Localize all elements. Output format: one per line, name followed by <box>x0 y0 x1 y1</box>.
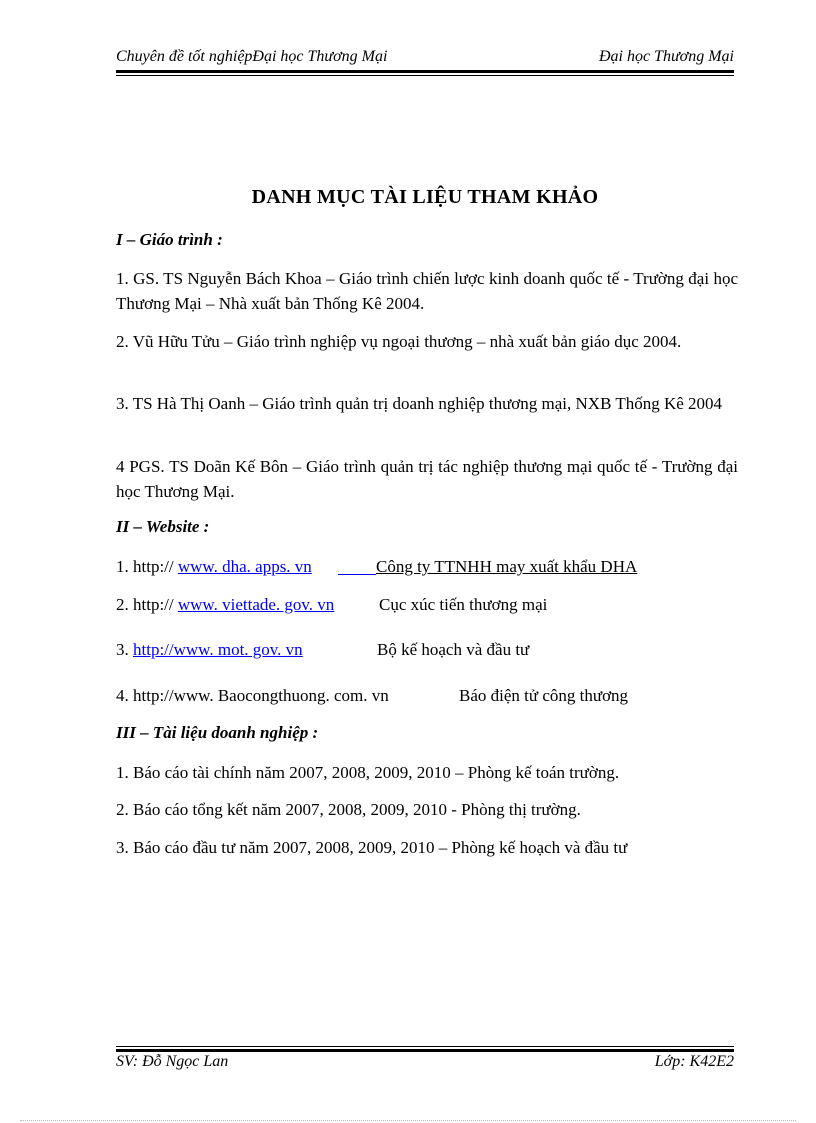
textbook-item-4: 4 PGS. TS Doãn Kế Bôn – Giáo trình quản trị tác nghiệp thương mại quốc tế - Trường đại học Thương Mại. <box>116 457 738 501</box>
section-heading-company-docs: III – Tài liệu doanh nghiệp : <box>116 723 319 742</box>
section-heading-textbooks: I – Giáo trình : <box>116 230 223 249</box>
company-doc-item-3: 3. Báo cáo đầu tư năm 2007, 2008, 2009, 2010 – Phòng kế hoạch và đầu tư <box>116 838 628 857</box>
website-item-1 <box>116 557 312 577</box>
website-item-2 <box>116 595 334 615</box>
website-item-4-prefix: 4. http://www. Baocongthuong. com. vn <box>116 686 389 705</box>
header-rule-thick <box>116 70 734 73</box>
website-item-4 <box>116 686 389 706</box>
website-desc-3: Bộ kế hoạch và đầu tư <box>377 640 530 659</box>
website-link-mot[interactable]: http://www. mot. gov. vn <box>133 640 303 659</box>
page-header <box>116 46 734 68</box>
header-left-text: Chuyên đề tốt nghiệpĐại học Thương Mại <box>116 48 388 65</box>
header-rule-thin <box>116 75 734 76</box>
website-desc-4: Báo điện tử công thương <box>459 686 629 705</box>
footer-student-name: SV: Đỗ Ngọc Lan <box>116 1053 229 1070</box>
website-desc-2: Cục xúc tiến thương mại <box>379 595 548 614</box>
textbook-item-2: 2. Vũ Hữu Tửu – Giáo trình nghiệp vụ ngoại thương – nhà xuất bản giáo dục 2004. <box>116 332 682 351</box>
page-footer <box>116 1053 734 1075</box>
website-item-2-prefix: 2. http:// <box>116 595 178 614</box>
website-link-dha[interactable]: www. dha. apps. vn <box>177 557 312 576</box>
textbook-item-1: 1. GS. TS Nguyễn Bách Khoa – Giáo trình chiến lược kinh doanh quốc tế - Trường đại học Thương Mại – Nhà xuất bản Thống Kê 2004. <box>116 269 738 313</box>
website-item-1-prefix: 1. http:// <box>116 557 178 576</box>
company-doc-item-2: 2. Báo cáo tổng kết năm 2007, 2008, 2009, 2010 - Phòng thị trường. <box>116 800 581 819</box>
footer-class: Lớp: K42E2 <box>654 1053 734 1070</box>
website-link-viettade[interactable]: www. viettade. gov. vn <box>177 595 335 614</box>
textbook-item-3: 3. TS Hà Thị Oanh – Giáo trình quản trị doanh nghiệp thương mại, NXB Thống Kê 2004 <box>116 394 723 413</box>
section-heading-websites: II – Website : <box>116 517 210 536</box>
website-item-3-prefix: 3. <box>116 640 133 659</box>
website-item-3 <box>116 640 303 660</box>
footer-rule-thick <box>116 1049 734 1052</box>
website-desc-1: Công ty TTNHH may xuất khẩu DHA <box>376 557 638 576</box>
header-right-text: Đại học Thương Mại <box>598 48 734 65</box>
page-title: DANH MỤC TÀI LIỆU THAM KHẢO <box>251 186 599 208</box>
footer-rule-thin <box>116 1046 734 1047</box>
website-link-1-underline-tail <box>338 574 376 575</box>
page-bottom-dotted-rule <box>20 1120 796 1121</box>
company-doc-item-1: 1. Báo cáo tài chính năm 2007, 2008, 2009, 2010 – Phòng kế toán trường. <box>116 763 620 782</box>
